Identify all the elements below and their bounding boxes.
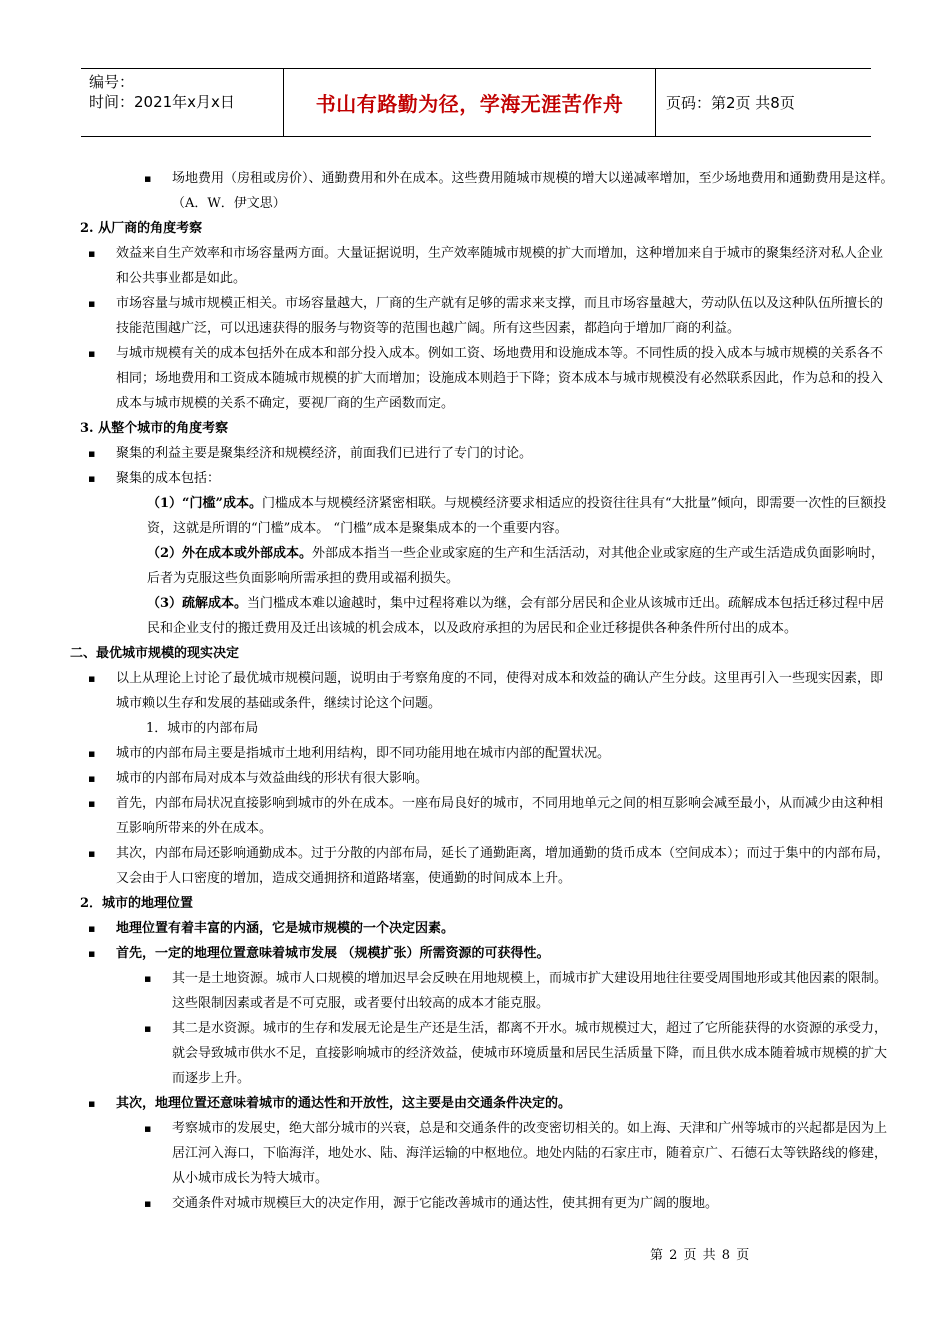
section-heading-optimal: 二、最优城市规模的现实决定 [70,646,240,661]
cost-text: 门槛成本与规模经济紧密相联。与规模经济要求相适应的投资往往具有“大批量”倾向，即需要一次性的巨额投资，这就是所谓的“门槛”成本。 “门槛”成本是聚集成本的一个重要内容。 [147,496,887,536]
section-heading-city: 3. 从整个城市的角度考察 [80,421,229,436]
list-item: ▪ 聚集的成本包括： [68,466,894,491]
list-item: ▪ 场地费用（房租或房价）、通勤费用和外在成本。这些费用随城市规模的增大以递减率增加，至少场地费用和通勤费用是这样。 （A．W．伊文思） [68,166,894,216]
cost-paragraph-threshold [68,491,894,541]
list-item: ▪ 首先，一定的地理位置意味着城市发展 （规模扩张）所需资源的可获得性。 [68,941,894,966]
list-item: ▪ 城市的内部布局主要是指城市土地利用结构，即不同功能用地在城市内部的配置状况。 [68,741,894,766]
list-item: ▪ 以上从理论上讨论了最优城市规模问题，说明由于考察角度的不同，使得对成本和效益的确认产生分歧。这里再引入一些现实因素，即城市赖以生存和发展的基础或条件，继续讨论这个问题。 [68,666,894,716]
cost-title: （2）外在成本或外部成本。 [147,546,313,561]
header-page-info: 页码：第2页 共8页 [666,94,795,112]
list-item: ▪ 其一是土地资源。城市人口规模的增加迟早会反映在用地规模上，而城市扩大建设用地往往要受周围地形或其他因素的限制。这些限制因素或者是不可克服，或者要付出较高的成本才能克服。 [68,966,894,1016]
list-item: ▪ 其次，内部布局还影响通勤成本。过于分散的内部布局，延长了通勤距离，增加通勤的货币成本（空间成本）；而过于集中的内部布局，又会由于人口密度的增加，造成交通拥挤和道路堵塞，使通勤的时间成本上升。 [68,841,894,891]
date-label: 时间：2021年x月x日 [89,93,235,111]
list-item: ▪ 与城市规模有关的成本包括外在成本和部分投入成本。例如工资、场地费用和设施成本等。不同性质的投入成本与城市规模的关系各不相同；场地费用和工资成本随城市规模的扩大而增加；设施成本则趋于下降；资本成本与城市规模没有必然联系因此，作为总和的投入成本与城市规模的关系不确定，要视厂商的生产函数而定。 [68,341,894,416]
header-meta [81,69,284,136]
list-item: ▪ 考察城市的发展史，绝大部分城市的兴衰，总是和交通条件的改变密切相关的。如上海、天津和广州等城市的兴起都是因为上居江河入海口，下临海洋，地处水、陆、海洋运输的中枢地位。地处内陆的石家庄市，随着京广、石德石太等铁路线的修建，从小城市成长为特大城市。 [68,1116,894,1191]
list-item: ▪ 其次，地理位置还意味着城市的通达性和开放性，这主要是由交通条件决定的。 [68,1091,894,1116]
document-body [68,166,894,1216]
list-item: ▪ 交通条件对城市规模巨大的决定作用，源于它能改善城市的通达性，使其拥有更为广阔的腹地。 [68,1191,894,1216]
list-item: ▪ 首先，内部布局状况直接影响到城市的外在成本。一座布局良好的城市，不同用地单元之间的相互影响会减至最小，从而减少由这种相互影响所带来的外在成本。 [68,791,894,841]
section-heading-firm: 2. 从厂商的角度考察 [80,221,203,236]
cost-title: （3）疏解成本。 [147,596,248,611]
cost-title: （1）“门槛”成本。 [147,496,263,511]
list-item: ▪ 市场容量与城市规模正相关。市场容量越大，厂商的生产就有足够的需求来支撑，而且市场容量越大，劳动队伍以及这种队伍所擅长的技能范围越广泛，可以迅速获得的服务与物资等的范围也越广阔。所有这些因素，都趋向于增加厂商的利益。 [68,291,894,341]
cost-text: 当门槛成本难以逾越时，集中过程将难以为继，会有部分居民和企业从该城市迁出。疏解成本包括迁移过程中居民和企业支付的搬迁费用及迁出该城的机会成本，以及政府承担的为居民和企业迁移提供各种条件所付出的成本。 [147,596,885,636]
page-header [81,68,871,137]
section-heading-geography: 2．城市的地理位置 [80,896,194,911]
list-item: ▪ 地理位置有着丰富的内涵，它是城市规模的一个决定因素。 [68,916,894,941]
list-item: ▪ 城市的内部布局对成本与效益曲线的形状有很大影响。 [68,766,894,791]
list-item: ▪ 聚集的利益主要是聚集经济和规模经济，前面我们已进行了专门的讨论。 [68,441,894,466]
header-motto: 书山有路勤为径，学海无涯苦作舟 [284,69,656,136]
page-footer: 第 2 页 共 8 页 [650,1248,751,1263]
cost-text: 外部成本指当一些企业或家庭的生产和生活活动，对其他企业或家庭的生产或生活造成负面影响时，后者为克服这些负面影响所需承担的费用或福利损失。 [147,546,885,586]
cost-paragraph-relief [68,591,894,641]
list-item: ▪ 效益来自生产效率和市场容量两方面。大量证据说明，生产效率随城市规模的扩大而增加，这种增加来自于城市的聚集经济对私人企业和公共事业都是如此。 [68,241,894,291]
subheading-internal-layout: 1．城市的内部布局 [146,721,259,736]
list-item: ▪ 其二是水资源。城市的生存和发展无论是生产还是生活，都离不开水。城市规模过大，超过了它所能获得的水资源的承受力，就会导致城市供水不足，直接影响城市的经济效益，使城市环境质量和居民生活质量下降，而且供水成本随着城市规模的扩大而逐步上升。 [68,1016,894,1091]
cost-paragraph-external [68,541,894,591]
serial-label: 编号： [89,73,135,91]
